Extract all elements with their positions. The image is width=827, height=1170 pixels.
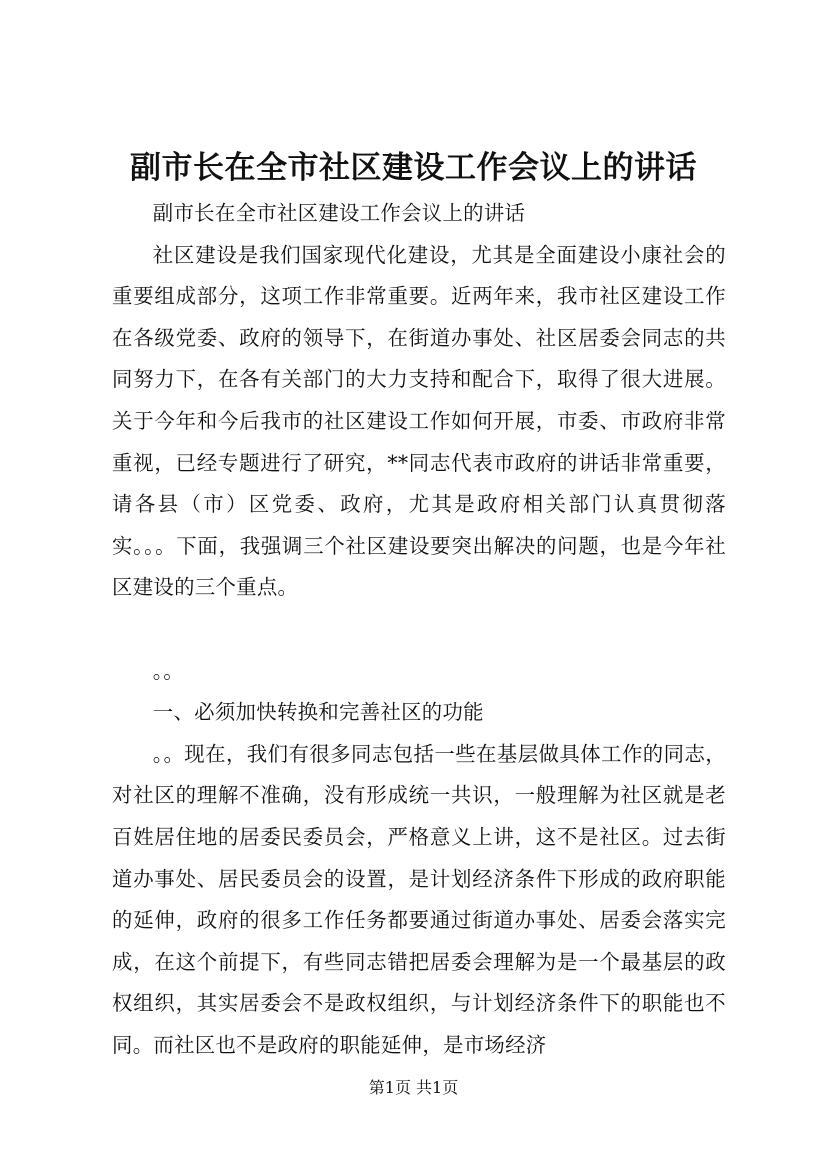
page-number-footer: 第1页 共1页 [368,1078,459,1097]
document-title: 副市长在全市社区建设工作会议上的讲话 [130,150,697,186]
document-body [112,193,726,1066]
ellipsis-paragraph: 。。 [152,658,184,683]
body-paragraph: 。。现在，我们有很多同志包括一些在基层做具体工作的同志，对社区的理解不准确，没有形成统一共识，一般理解为社区就是老百姓居住地的居委民委员会，严格意义上讲，这不是社区。过去街道办事处、居民委员会的设置，是计划经济条件下形成的政府职能的延伸，政府的很多工作任务都要通过街道办事处、居委会落实完成，在这个前提下，有些同志错把居委会理解为是一个最基层的政权组织，其实居委会不是政权组织，与计划经济条件下的职能也不同。而社区也不是政府的职能延伸，是市场经济 [112,741,726,1057]
section-heading: 一、必须加快转换和完善社区的功能 [152,700,484,725]
subtitle-paragraph: 副市长在全市社区建设工作会议上的讲话 [152,201,526,225]
body-paragraph: 社区建设是我们国家现代化建设，尤其是全面建设小康社会的重要组成部分，这项工作非常重要。近两年来，我市社区建设工作在各级党委、政府的领导下，在街道办事处、社区居委会同志的共同努力下，在各有关部门的大力支持和配合下，取得了很大进展。关于今年和今后我市的社区建设工作如何开展，市委、市政府非常重视，已经专题进行了研究，**同志代表市政府的讲话非常重要，请各县（市）区党委、政府，尤其是政府相关部门认真贯彻落实。。。下面，我强调三个社区建设要突出解决的问题，也是今年社区建设的三个重点。 [112,242,726,600]
